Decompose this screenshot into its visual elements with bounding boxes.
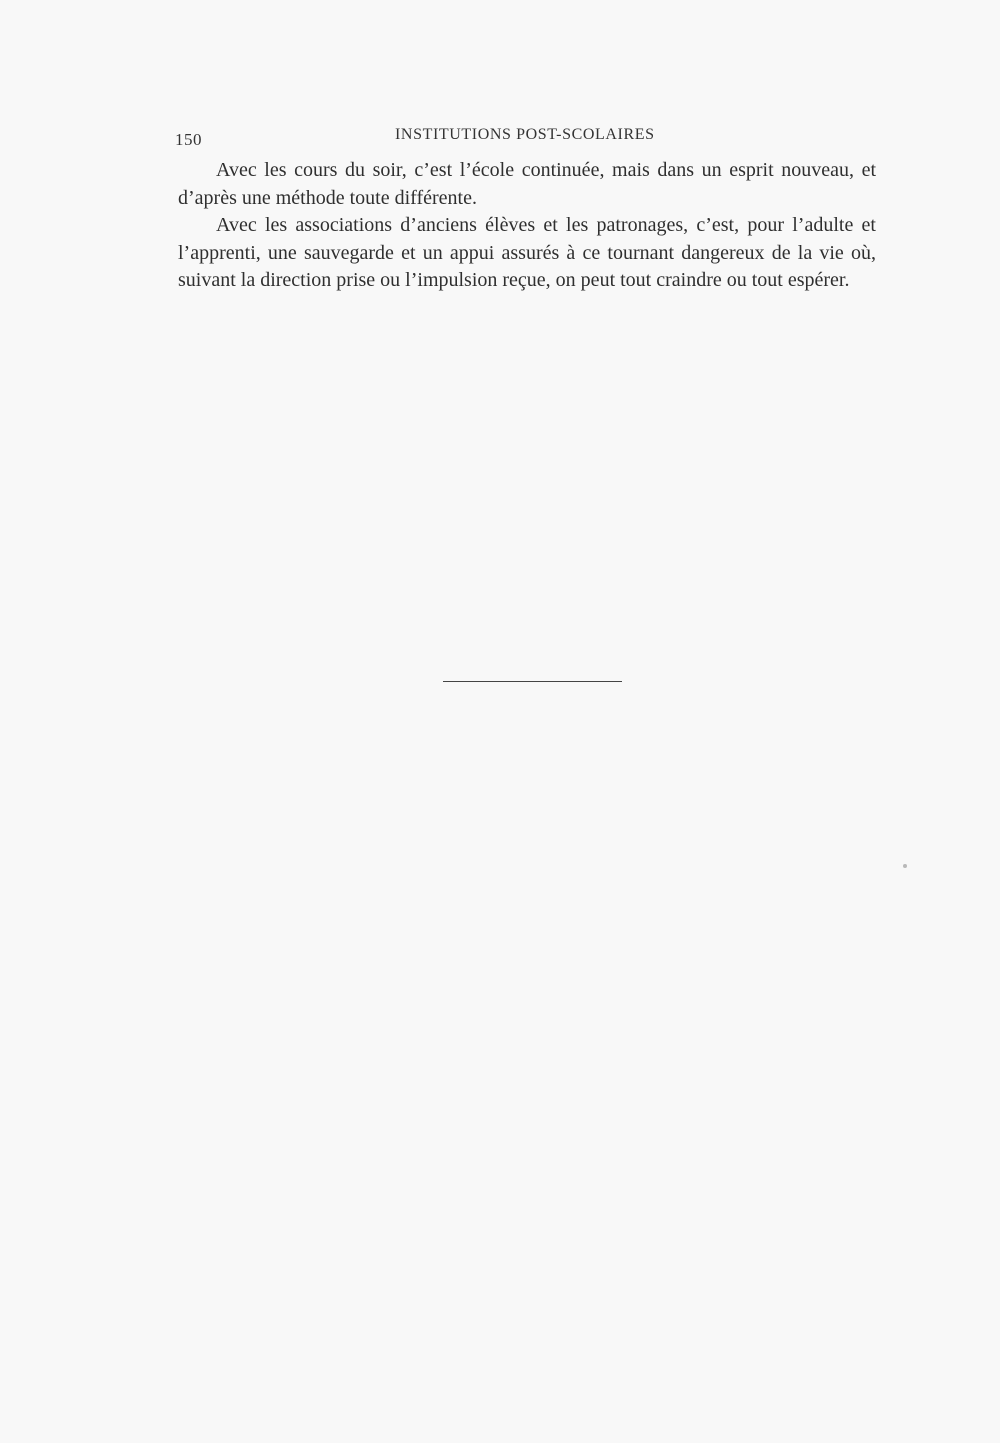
body-text <box>178 157 876 295</box>
paper-speck <box>903 864 907 868</box>
paragraph: Avec les associations d’anciens élèves et les patronages, c’est, pour l’adulte et l’apprenti, une sauvegarde et un appui assurés à ce tournant dangereux de la vie où, suivant la direction prise ou l’impulsion reçue, on peut tout craindre ou tout espérer. <box>178 214 876 291</box>
section-end-rule <box>443 681 622 682</box>
running-head <box>175 122 875 150</box>
running-title: INSTITUTIONS POST-SCOLAIRES <box>395 126 655 143</box>
page-number: 150 <box>175 130 202 149</box>
paragraph: Avec les cours du soir, c’est l’école continuée, mais dans un esprit nouveau, et d’après une méthode toute différente. <box>178 159 876 209</box>
